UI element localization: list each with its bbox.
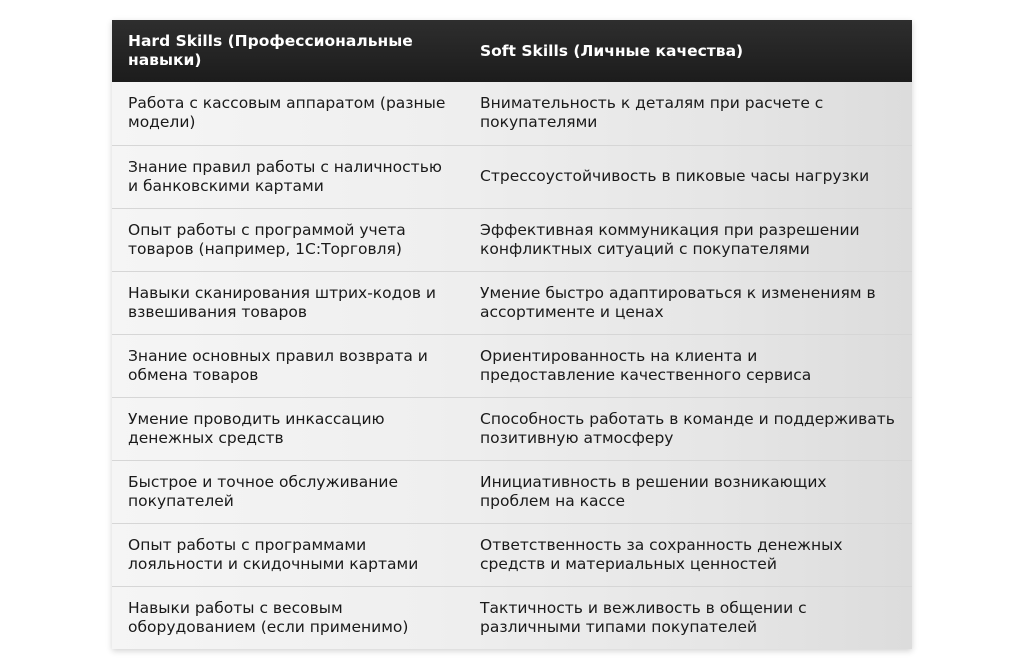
table-row <box>112 208 912 271</box>
cell-soft-skill: Инициативность в решении возникающих проблем на кассе <box>480 472 827 510</box>
skills-table <box>112 20 912 649</box>
table-row <box>112 523 912 586</box>
table-row <box>112 460 912 523</box>
header-hard-skills: Hard Skills (Профессиональные навыки) <box>128 32 413 69</box>
cell-hard-skill: Навыки сканирования штрих-кодов и взвешивания товаров <box>128 283 436 321</box>
cell-hard-skill: Знание правил работы с наличностью и банковскими картами <box>128 157 442 195</box>
cell-soft-skill: Внимательность к деталям при расчете с покупателями <box>480 94 824 132</box>
table-row <box>112 271 912 334</box>
table-row <box>112 82 912 145</box>
table-header-row <box>112 20 912 82</box>
cell-soft-skill: Ориентированность на клиента и предоставление качественного сервиса <box>480 346 812 384</box>
table-row <box>112 334 912 397</box>
cell-hard-skill: Работа с кассовым аппаратом (разные модели) <box>128 94 446 132</box>
cell-hard-skill: Опыт работы с программами лояльности и скидочными картами <box>128 535 419 573</box>
cell-soft-skill: Тактичность и вежливость в общении с различными типами покупателей <box>480 598 807 636</box>
cell-hard-skill: Быстрое и точное обслуживание покупателей <box>128 472 399 510</box>
header-soft-skills: Soft Skills (Личные качества) <box>480 41 744 60</box>
table-row <box>112 586 912 649</box>
cell-soft-skill: Эффективная коммуникация при разрешении конфликтных ситуаций с покупателями <box>480 220 860 258</box>
cell-soft-skill: Стрессоустойчивость в пиковые часы нагрузки <box>480 167 870 185</box>
cell-soft-skill: Способность работать в команде и поддерживать позитивную атмосферу <box>480 409 895 447</box>
skills-table-container <box>112 20 912 649</box>
table-row <box>112 145 912 208</box>
cell-hard-skill: Знание основных правил возврата и обмена товаров <box>128 346 428 384</box>
cell-soft-skill: Умение быстро адаптироваться к изменениям в ассортименте и ценах <box>480 283 876 321</box>
cell-soft-skill: Ответственность за сохранность денежных средств и материальных ценностей <box>480 535 843 573</box>
cell-hard-skill: Навыки работы с весовым оборудованием (если применимо) <box>128 598 409 636</box>
cell-hard-skill: Умение проводить инкассацию денежных средств <box>128 409 385 447</box>
table-row <box>112 397 912 460</box>
cell-hard-skill: Опыт работы с программой учета товаров (например, 1С:Торговля) <box>128 220 406 258</box>
